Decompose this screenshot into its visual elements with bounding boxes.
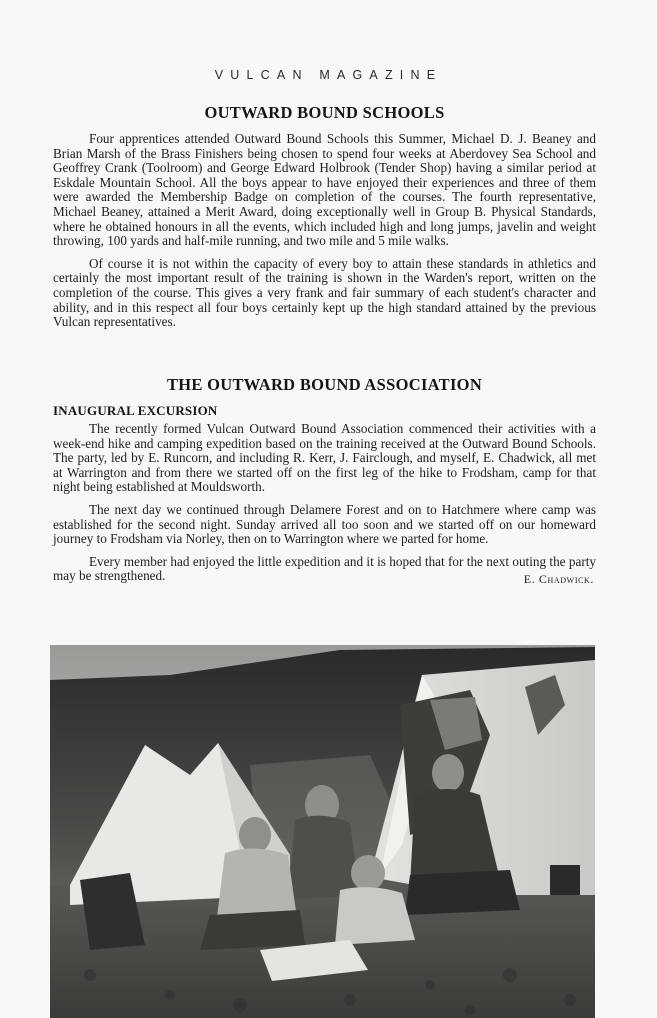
article-title: THE OUTWARD BOUND ASSOCIATION	[166, 375, 483, 394]
article-title: OUTWARD BOUND SCHOOLS	[204, 103, 445, 122]
article-paragraph: Of course it is not within the capacity of every boy to attain these standards in athletics and certainly the most important result of the training is shown in the Warden's report, written on the completion of the course. This gives a very frank and fair summary of each student's character and ability, and in this respect all four boys certainly kept up the high standard attained by the previous Vulcan representatives.	[53, 255, 596, 330]
author-signature: E. Chadwick.	[523, 571, 594, 586]
photo-illustration	[50, 645, 595, 1018]
boots	[550, 865, 580, 895]
article-paragraph: The recently formed Vulcan Outward Bound Association commenced their activities with a week-end hike and camping expedition based on the training received at the Outward Bound Schools. The party, led by E. Runcorn, and including R. Kerr, J. Fairclough, and myself, E. Chadwick, all met at Warrington and from there we started off on the first leg of the hike to Frodsham, camp for that night being established at Mouldsworth.	[53, 421, 596, 495]
article-outward-bound-association	[53, 375, 596, 587]
article-subtitle: INAUGURAL EXCURSION	[53, 403, 218, 418]
article-paragraph: Every member had enjoyed the little expedition and it is hoped that for the next outing the party may be strengthened.	[53, 553, 596, 584]
running-head: VULCAN MAGAZINE	[214, 68, 443, 82]
article-paragraph: Four apprentices attended Outward Bound Schools this Summer, Michael D. J. Beaney and Brian Marsh of the Brass Finishers being chosen to spend four weeks at Aberdovey Sea School and Geoffrey Crank (Toolroom) and George Edward Holbrook (Tender Shop) having a similar period at Eskdale Mountain School. All the boys appear to have enjoyed their experiences and three of them were awarded the Membership Badge on completion of the courses. The fourth representative, Michael Beaney, attained a Merit Award, doing exceptionally well in Group B. Physical Standards, where he obtained honours in all the events, which included high and long jumps, javelin and weight throwing, 100 yards and half-mile running, and two mile and 5 mile walks.	[53, 131, 596, 249]
article-paragraph: The next day we continued through Delamere Forest and on to Hatchmere where camp was established for the second night. Sunday arrived all too soon and we started off on our homeward journey to Frodsham via Norley, then on to Warrington where we parted for home.	[53, 501, 596, 547]
article-outward-bound-schools	[53, 103, 596, 330]
camp-photograph	[50, 645, 595, 1018]
